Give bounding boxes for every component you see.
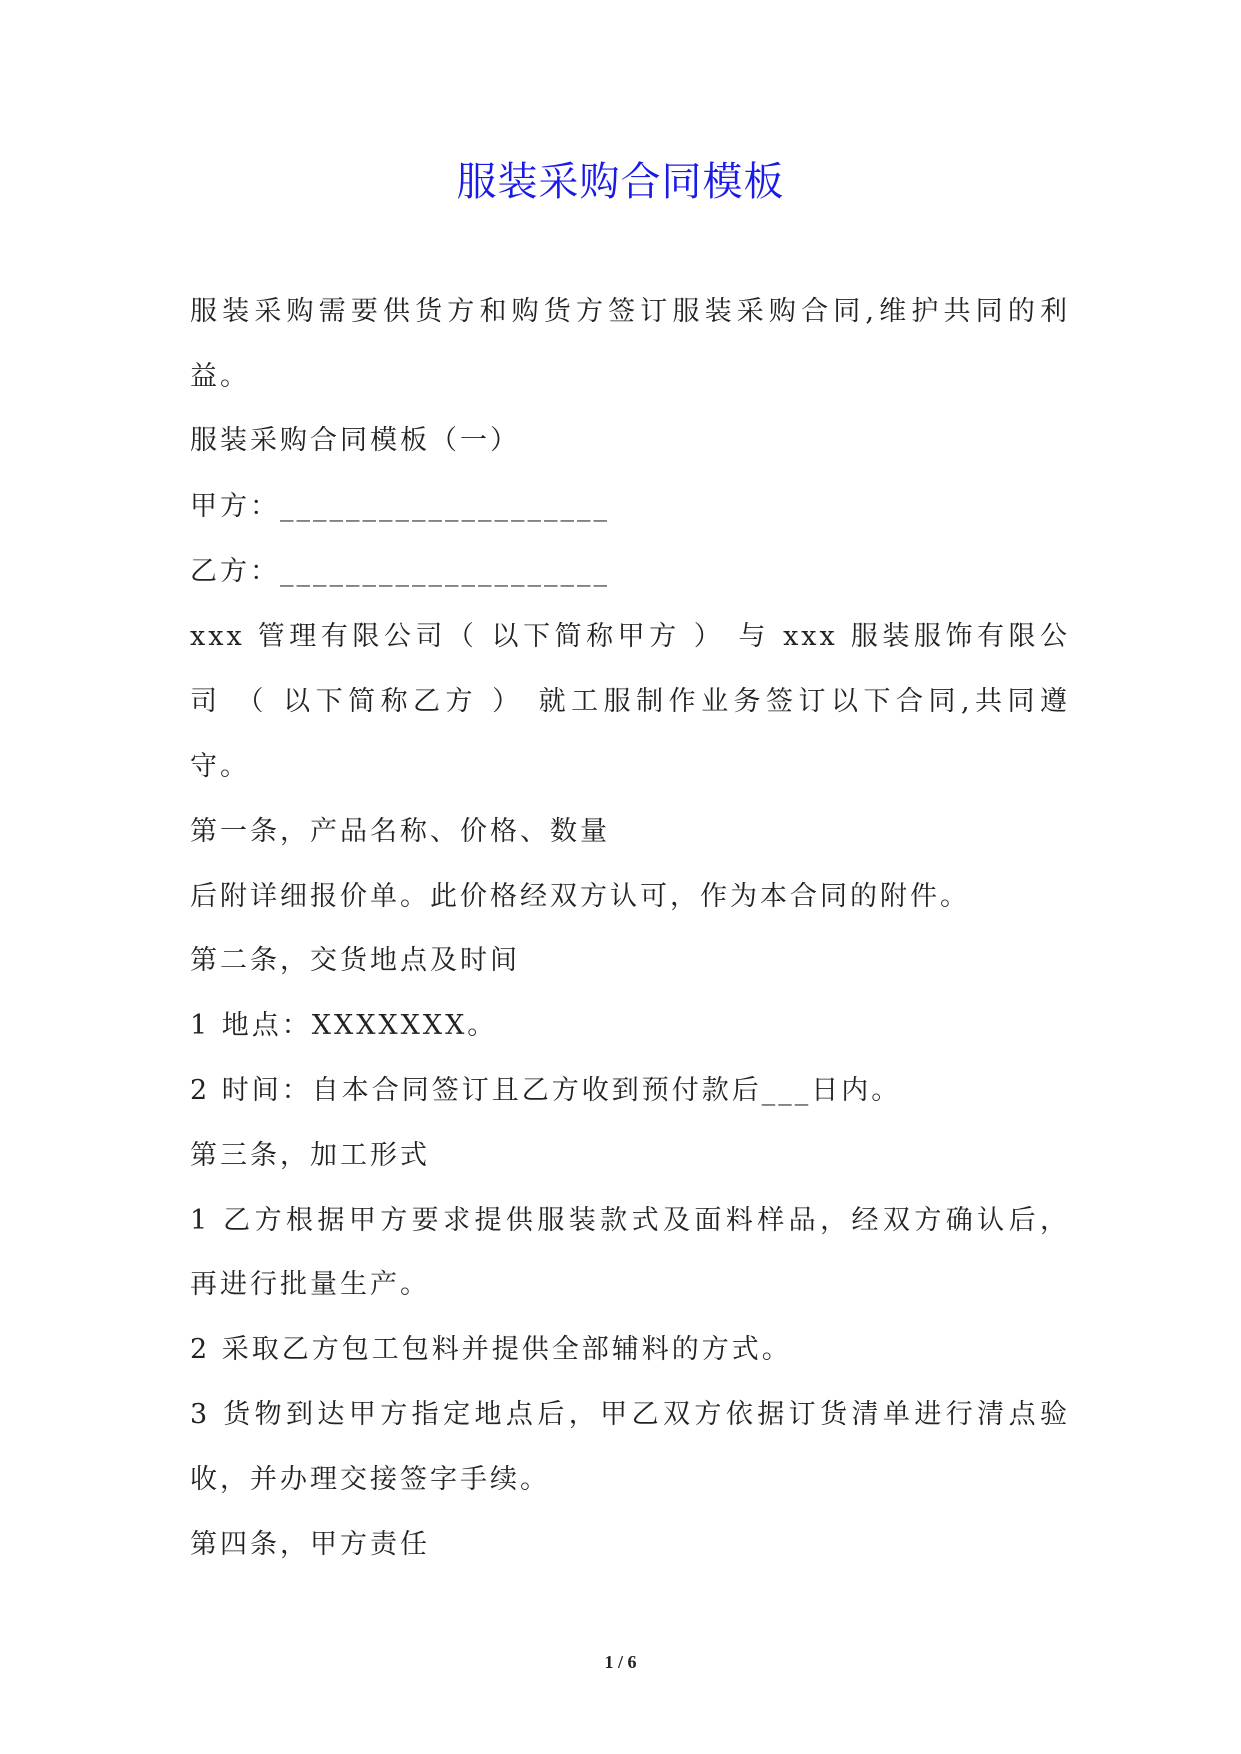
party-a-line: 甲方：____________________: [190, 491, 610, 522]
paragraph-line: 1 乙方根据甲方要求提供服装款式及面料样品，经双方确认后，: [190, 1205, 1070, 1236]
section-heading: 服装采购合同模板（一）: [190, 425, 520, 456]
paragraph-line: 益。: [190, 361, 250, 392]
paragraph-line: 2 时间：自本合同签订且乙方收到预付款后___日内。: [190, 1075, 902, 1106]
paragraph-line: 守。: [190, 751, 250, 782]
document-title: 服装采购合同模板: [456, 159, 785, 205]
paragraph-line: 后附详细报价单。此价格经双方认可，作为本合同的附件。: [190, 881, 970, 912]
paragraph-line: xxx 管理有限公司（ 以下简称甲方 ） 与 xxx 服装服饰有限公: [190, 621, 1070, 652]
paragraph-line: 3 货物到达甲方指定地点后，甲乙双方依据订货清单进行清点验: [190, 1399, 1070, 1430]
article-heading: 第四条，甲方责任: [190, 1529, 430, 1560]
paragraph-line: 2 采取乙方包工包料并提供全部辅料的方式。: [190, 1334, 792, 1365]
page-number: 1 / 6: [604, 1652, 637, 1672]
article-heading: 第三条，加工形式: [190, 1140, 430, 1171]
party-b-line: 乙方：____________________: [190, 556, 610, 587]
paragraph-line: 收，并办理交接签字手续。: [190, 1464, 550, 1495]
paragraph-line: 服装采购需要供货方和购货方签订服装采购合同,维护共同的利: [190, 296, 1070, 327]
paragraph-line: 再进行批量生产。: [190, 1269, 430, 1300]
article-heading: 第一条，产品名称、价格、数量: [190, 816, 610, 847]
paragraph-line: 司 （ 以下简称乙方 ） 就工服制作业务签订以下合同,共同遵: [190, 686, 1070, 717]
paragraph-line: 1 地点：XXXXXXX。: [190, 1010, 498, 1041]
article-heading: 第二条，交货地点及时间: [190, 945, 520, 976]
